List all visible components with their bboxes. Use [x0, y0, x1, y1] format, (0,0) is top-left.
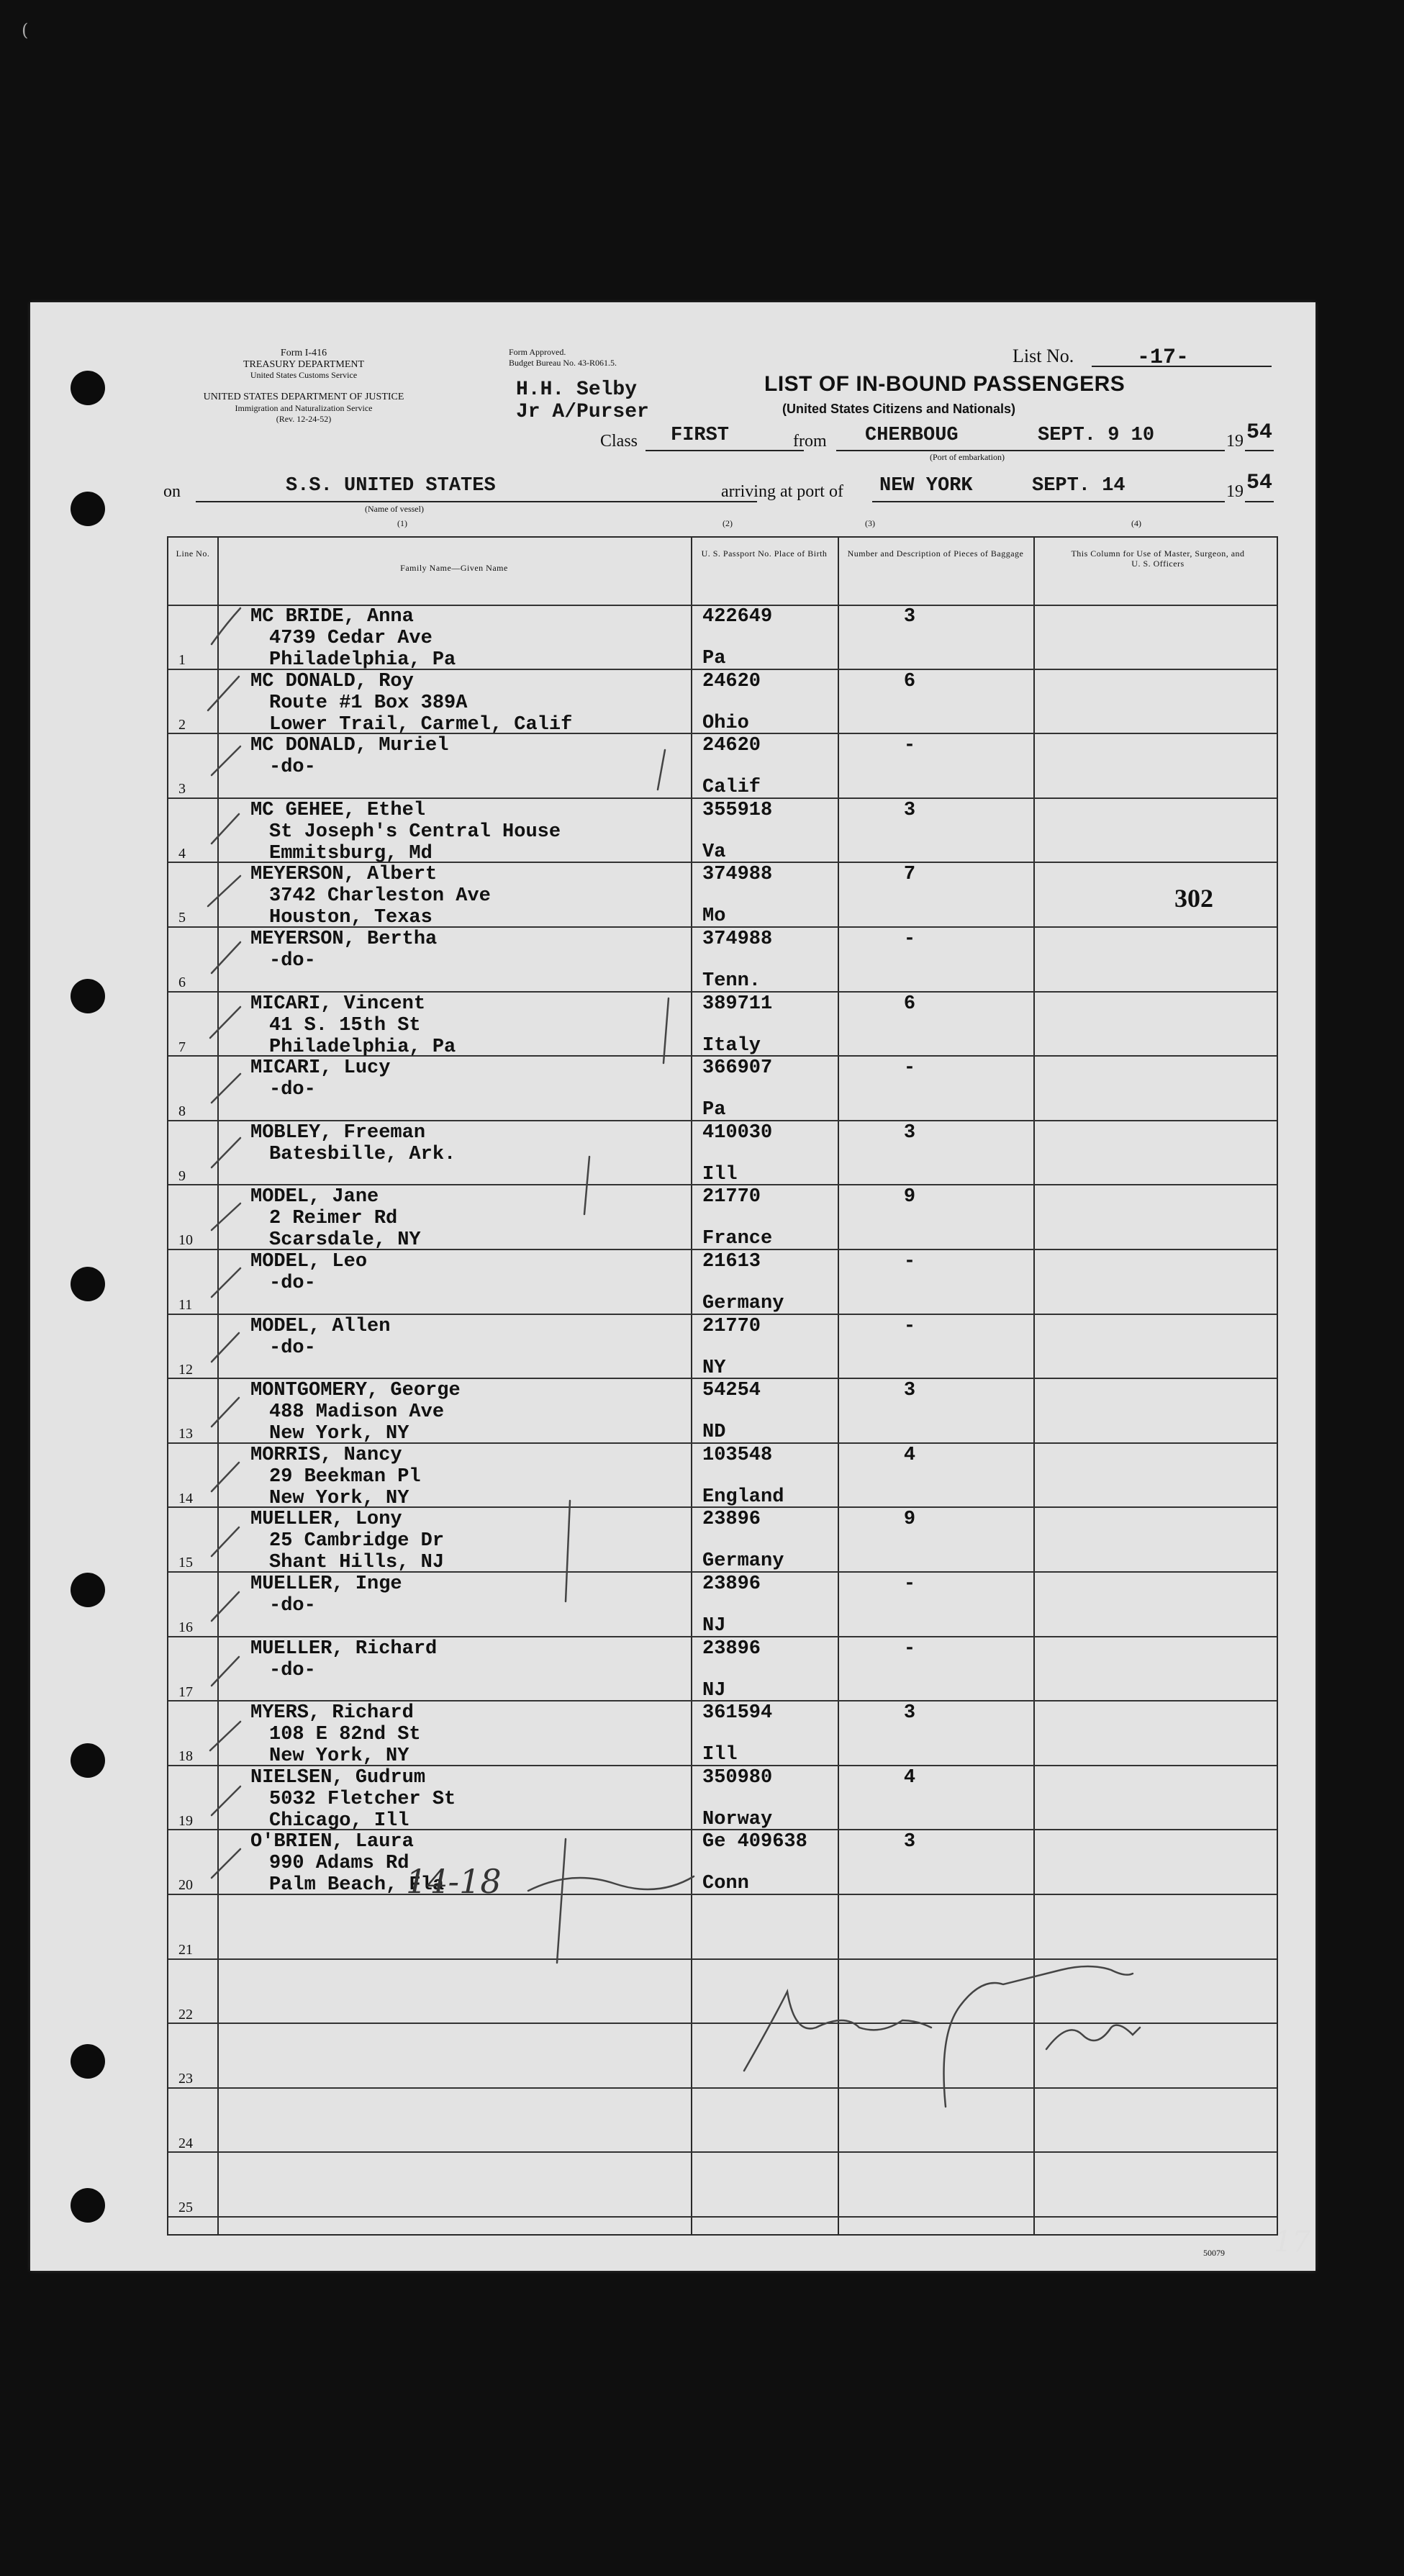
address-line-2: Shant Hills, NJ [269, 1552, 445, 1574]
address-line-1: -do- [269, 1337, 316, 1359]
address-line-2: New York, NY [269, 1487, 409, 1509]
line-number: 4 [178, 845, 186, 862]
baggage-count: 3 [903, 1702, 916, 1725]
col-num-1: (1) [397, 518, 407, 528]
passenger-name: MONTGOMERY, George [250, 1380, 461, 1402]
baggage-count: 7 [903, 864, 916, 886]
baggage-count: - [903, 1315, 916, 1337]
line-number: 12 [178, 1361, 193, 1378]
address-line-1: 25 Cambridge Dr [269, 1530, 445, 1553]
address-line-1: Route #1 Box 389A [269, 692, 468, 714]
list-no-label: List No. [1013, 345, 1074, 366]
passenger-name: MEYERSON, Bertha [250, 928, 438, 950]
address-line-1: 2 Reimer Rd [269, 1208, 398, 1230]
punch-hole [71, 2188, 105, 2223]
baggage-count: - [903, 1573, 916, 1595]
address-line-2: Philadelphia, Pa [269, 1036, 456, 1058]
address-line-1: 3742 Charleston Ave [269, 885, 491, 908]
handwritten-range: 14-18 [406, 1862, 502, 1901]
line-number: 24 [178, 2135, 193, 2151]
line-number: 11 [178, 1297, 193, 1313]
arrival-port: NEW YORK [879, 475, 973, 497]
place-of-birth: Mo [702, 905, 726, 928]
baggage-count: 6 [903, 670, 916, 692]
page-subtitle: (United States Citizens and Nationals) [782, 402, 1016, 416]
baggage-count: - [903, 928, 916, 950]
baggage-count: 6 [903, 993, 916, 1015]
address-line-1: -do- [269, 950, 316, 972]
arrival-year-prefix: 19 [1226, 482, 1244, 501]
passenger-name: MEYERSON, Albert [250, 864, 438, 886]
address-line-1: Batesbille, Ark. [269, 1143, 456, 1165]
passenger-name: MODEL, Allen [250, 1315, 391, 1337]
passenger-name: MORRIS, Nancy [250, 1444, 402, 1466]
address-line-2: Lower Trail, Carmel, Calif [269, 713, 573, 736]
passenger-name: MUELLER, Inge [250, 1573, 402, 1595]
passport-number: 23896 [702, 1637, 761, 1660]
address-line-1: 488 Madison Ave [269, 1401, 445, 1424]
place-of-birth: Germany [702, 1550, 784, 1573]
col-num-2: (2) [723, 518, 733, 528]
passport-number: 389711 [702, 993, 773, 1015]
form-number: Form I-416 [280, 348, 327, 358]
passport-number: 21770 [702, 1186, 761, 1208]
col-header-line-no: Line No. [176, 548, 210, 559]
baggage-count: 9 [903, 1186, 916, 1208]
col-num-3: (3) [865, 518, 875, 528]
from-year: 54 [1246, 420, 1273, 445]
line-number: 6 [178, 975, 186, 990]
punch-hole [71, 492, 105, 526]
place-of-birth: Germany [702, 1293, 784, 1314]
line-number: 3 [178, 781, 186, 797]
line-number: 18 [178, 1748, 193, 1765]
baggage-count: 3 [903, 1121, 916, 1144]
vessel-underline [196, 501, 757, 502]
budget-bureau: Budget Bureau No. 43-R061.5. [509, 358, 617, 368]
col-header-officers: This Column for Use of Master, Surgeon, and U. S. Officers [1071, 548, 1245, 569]
line-number: 8 [178, 1103, 186, 1120]
passport-number: 24620 [702, 735, 761, 757]
handwriting-marks [168, 538, 1277, 2234]
address-line-1: 41 S. 15th St [269, 1014, 421, 1036]
revision-date: (Rev. 12-24-52) [276, 414, 332, 424]
passport-number: 374988 [702, 928, 773, 950]
from-underline [836, 450, 1225, 451]
address-line-2: New York, NY [269, 1745, 409, 1768]
line-number: 2 [178, 716, 186, 733]
line-number: 9 [178, 1167, 186, 1184]
arrival-date: SEPT. 14 [1032, 475, 1126, 497]
port-caption: (Port of embarkation) [930, 452, 1005, 462]
footer-code: 50079 [1203, 2248, 1225, 2258]
passenger-name: MODEL, Leo [250, 1251, 368, 1273]
col-num-4: (4) [1131, 518, 1141, 528]
from-year-underline [1245, 450, 1274, 451]
justice-dept: UNITED STATES DEPARTMENT OF JUSTICE [203, 392, 404, 402]
baggage-count: - [903, 1637, 916, 1660]
baggage-count: - [903, 1251, 916, 1273]
line-number: 7 [178, 1039, 186, 1055]
place-of-birth: Conn [702, 1873, 749, 1895]
baggage-count: 3 [903, 1380, 916, 1402]
baggage-count: - [903, 1057, 916, 1080]
col-header-name: Family Name—Given Name [400, 563, 508, 573]
address-line-1: -do- [269, 756, 316, 779]
line-number: 1 [178, 652, 186, 668]
passport-number: Ge 409638 [702, 1831, 807, 1853]
passenger-name: MC BRIDE, Anna [250, 606, 414, 628]
manifest-sheet [30, 302, 1315, 2271]
passport-number: 103548 [702, 1444, 773, 1466]
passport-number: 23896 [702, 1509, 761, 1531]
line-number: 20 [178, 1877, 193, 1894]
from-date: SEPT. 9 10 [1038, 425, 1155, 446]
punch-hole [71, 2044, 105, 2079]
address-line-1: 29 Beekman Pl [269, 1465, 421, 1488]
punch-hole [71, 371, 105, 405]
line-number: 22 [178, 2006, 193, 2023]
passport-number: 21613 [702, 1251, 761, 1273]
treasury-dept: TREASURY DEPARTMENT [243, 359, 365, 370]
passport-number: 366907 [702, 1057, 773, 1080]
address-line-2: Houston, Texas [269, 907, 432, 929]
place-of-birth: England [702, 1486, 784, 1508]
passport-number: 361594 [702, 1702, 773, 1725]
baggage-count: 9 [903, 1509, 916, 1531]
passenger-name: MOBLEY, Freeman [250, 1121, 426, 1144]
address-line-1: 4739 Cedar Ave [269, 628, 432, 649]
baggage-count: 3 [903, 1831, 916, 1853]
line-number: 16 [178, 1619, 193, 1635]
address-line-1: -do- [269, 1659, 316, 1681]
address-line-2: Scarsdale, NY [269, 1229, 421, 1252]
address-line-2: Palm Beach, Fla [269, 1874, 445, 1897]
place-of-birth: NJ [702, 1615, 726, 1637]
col-header-baggage: Number and Description of Pieces of Baggage [847, 548, 1024, 559]
class-underline [646, 450, 804, 451]
passenger-name: MC DONALD, Muriel [250, 735, 449, 757]
address-line-1: -do- [269, 1273, 316, 1294]
class-value: FIRST [671, 425, 730, 446]
place-of-birth: Italy [702, 1034, 761, 1057]
address-line-1: 108 E 82nd St [269, 1724, 421, 1746]
address-line-1: St Joseph's Central House [269, 821, 561, 843]
baggage-count: - [903, 735, 916, 757]
passport-number: 374988 [702, 864, 773, 886]
line-number: 13 [178, 1426, 193, 1442]
passenger-name: O'BRIEN, Laura [250, 1831, 414, 1853]
line-number: 5 [178, 910, 186, 926]
from-year-prefix: 19 [1226, 432, 1244, 451]
place-of-birth: Va [702, 841, 726, 863]
passenger-name: NIELSEN, Gudrum [250, 1766, 426, 1789]
class-label: Class [600, 432, 638, 451]
address-line-1: -do- [269, 1595, 316, 1617]
col-header-passport: U. S. Passport No. Place of Birth [701, 548, 828, 559]
passenger-name: MICARI, Vincent [250, 993, 426, 1015]
baggage-count: 4 [903, 1444, 916, 1466]
punch-hole [71, 1743, 105, 1778]
punch-hole [71, 979, 105, 1013]
passenger-name: MODEL, Jane [250, 1186, 379, 1208]
place-of-birth: Pa [702, 648, 726, 669]
punch-hole [71, 1267, 105, 1301]
list-no: -17- [1137, 345, 1190, 370]
baggage-count: 4 [903, 1766, 916, 1789]
arriving-label: arriving at port of [721, 482, 843, 501]
address-line-2: Emmitsburg, Md [269, 842, 432, 864]
place-of-birth: Ill [702, 1163, 738, 1185]
place-of-birth: Ill [702, 1744, 738, 1766]
form-approved: Form Approved. [509, 347, 566, 357]
passport-number: 350980 [702, 1766, 773, 1789]
address-line-1: 990 Adams Rd [269, 1853, 409, 1875]
passport-number: 54254 [702, 1380, 761, 1402]
from-label: from [793, 432, 827, 451]
stamp-number: 302 [1174, 884, 1213, 913]
address-line-2: Chicago, Ill [269, 1809, 409, 1832]
passenger-table [167, 536, 1278, 2236]
officer-name: H.H. Selby [516, 379, 638, 401]
line-number: 23 [178, 2071, 193, 2087]
passenger-name: MUELLER, Lony [250, 1509, 402, 1531]
punch-hole [71, 1573, 105, 1607]
page-number: 17 [1274, 2225, 1310, 2259]
place-of-birth: ND [702, 1422, 726, 1444]
vessel-caption: (Name of vessel) [365, 504, 424, 514]
line-number: 10 [178, 1232, 193, 1249]
passport-number: 21770 [702, 1315, 761, 1337]
customs-service: United States Customs Service [250, 370, 358, 380]
passport-number: 24620 [702, 670, 761, 692]
scan-mark: ( [22, 20, 29, 40]
line-number: 25 [178, 2200, 193, 2216]
passenger-name: MC GEHEE, Ethel [250, 799, 426, 821]
passport-number: 355918 [702, 799, 773, 821]
arrival-year: 54 [1246, 471, 1273, 495]
page-title: LIST OF IN-BOUND PASSENGERS [764, 372, 1126, 396]
place-of-birth: France [702, 1228, 773, 1250]
from-port: CHERBOUG [865, 425, 959, 446]
place-of-birth: Ohio [702, 712, 749, 734]
officer-title: Jr A/Purser [516, 401, 649, 423]
passenger-name: MC DONALD, Roy [250, 670, 414, 692]
passenger-name: MICARI, Lucy [250, 1057, 391, 1080]
line-number: 21 [178, 1942, 193, 1958]
vessel-name: S.S. UNITED STATES [286, 475, 496, 497]
address-line-1: 5032 Fletcher St [269, 1788, 456, 1810]
address-line-2: New York, NY [269, 1423, 409, 1445]
place-of-birth: Norway [702, 1808, 773, 1830]
line-number: 15 [178, 1555, 193, 1571]
line-number: 19 [178, 1812, 193, 1829]
line-number: 14 [178, 1490, 193, 1506]
passport-number: 23896 [702, 1573, 761, 1595]
line-number: 17 [178, 1684, 193, 1700]
passport-number: 410030 [702, 1121, 773, 1144]
ins-service: Immigration and Naturalization Service [235, 403, 373, 413]
arrival-underline [872, 501, 1225, 502]
arrival-year-underline [1245, 501, 1274, 502]
place-of-birth: Pa [702, 1099, 726, 1121]
address-line-1: -do- [269, 1079, 316, 1101]
place-of-birth: Calif [702, 777, 761, 799]
place-of-birth: NY [702, 1357, 726, 1379]
passport-number: 422649 [702, 606, 773, 628]
place-of-birth: Tenn. [702, 970, 761, 992]
address-line-2: Philadelphia, Pa [269, 649, 456, 671]
passenger-name: MUELLER, Richard [250, 1637, 438, 1660]
baggage-count: 3 [903, 799, 916, 821]
passenger-name: MYERS, Richard [250, 1702, 414, 1725]
on-label: on [163, 482, 181, 501]
place-of-birth: NJ [702, 1679, 726, 1701]
baggage-count: 3 [903, 606, 916, 628]
